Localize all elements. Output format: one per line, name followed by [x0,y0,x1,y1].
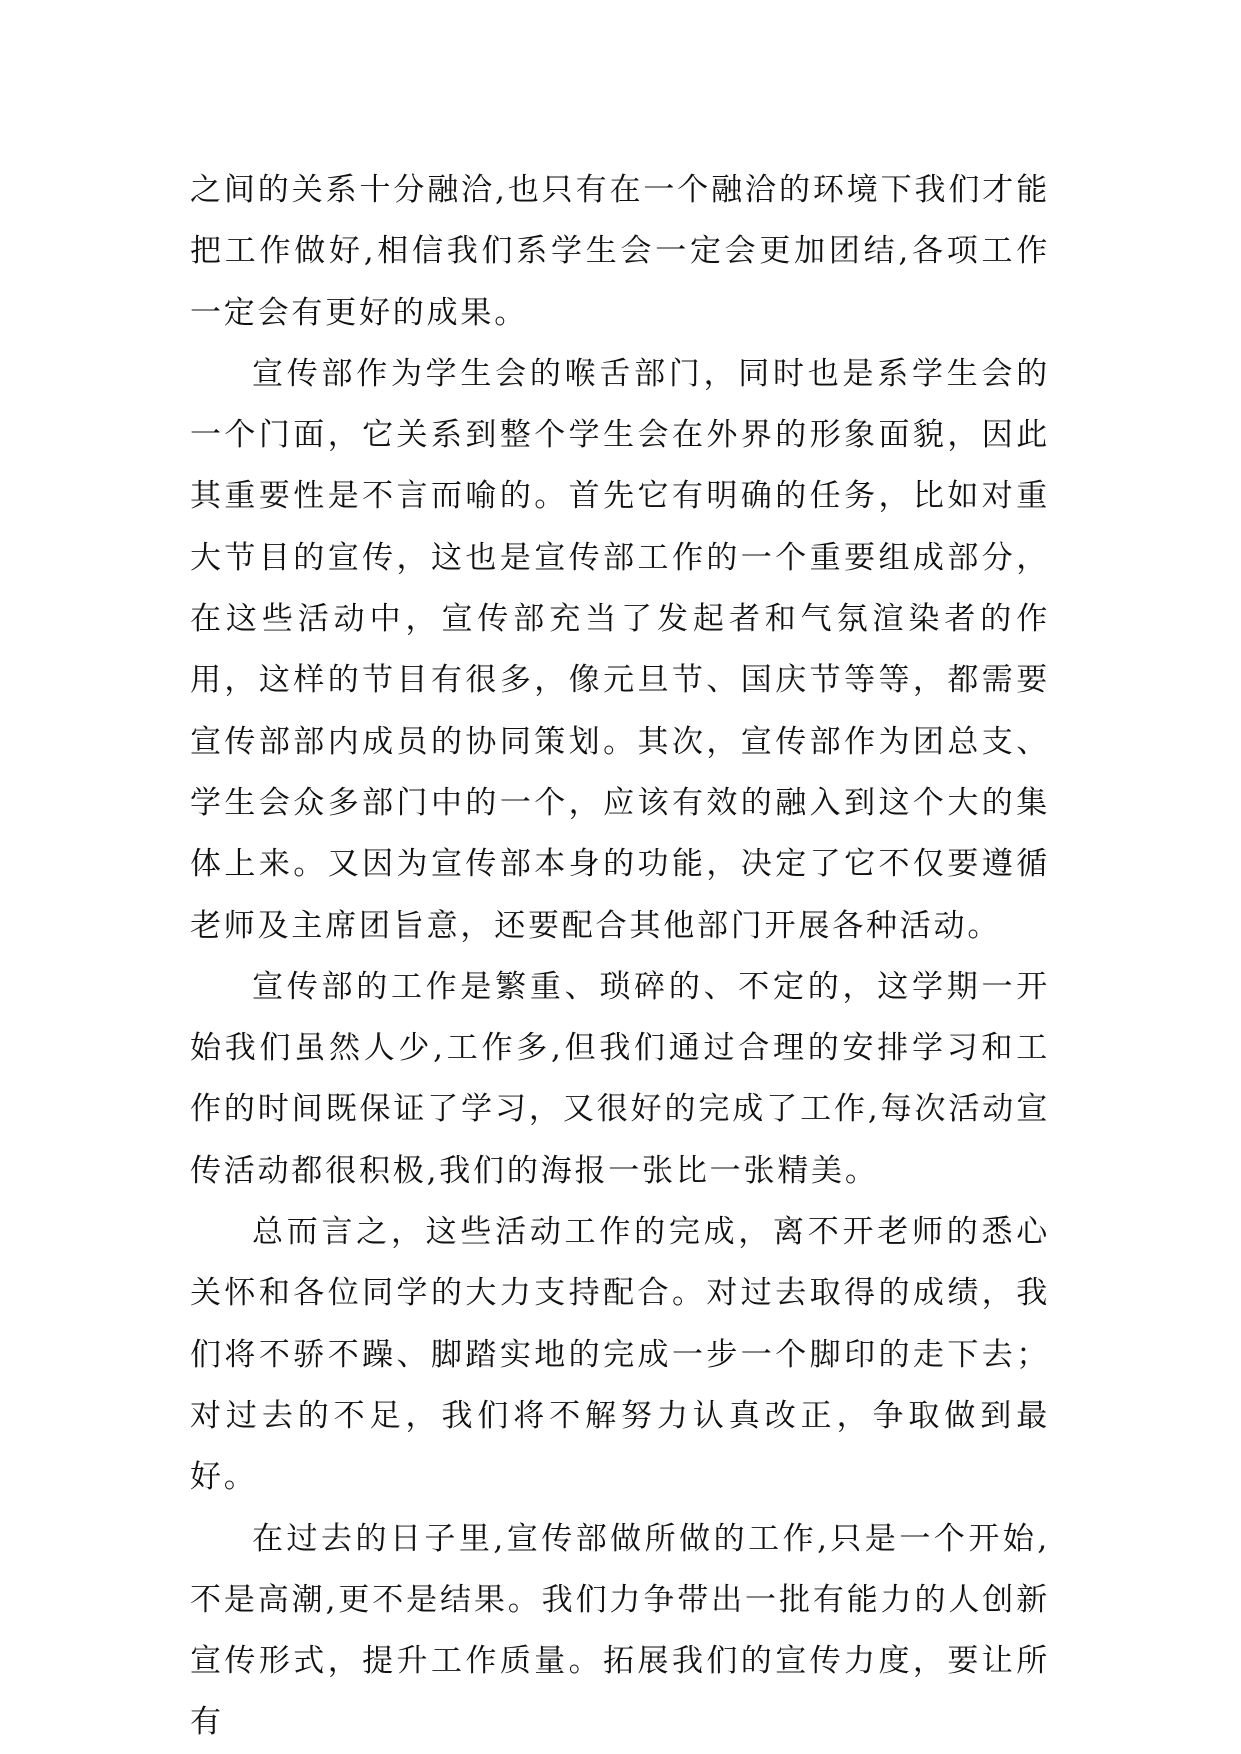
paragraph-3: 宣传部的工作是繁重、琐碎的、不定的，这学期一开始我们虽然人少,工作多,但我们通过合理的安排学习和工作的时间既保证了学习，又很好的完成了工作,每次活动宣传活动都很积极,我们的海报一张比一张精美。 [190,968,1050,1189]
paragraph-2: 宣传部作为学生会的喉舌部门，同时也是系学生会的一个门面，它关系到整个学生会在外界的形象面貌，因此其重要性是不言而喻的。首先它有明确的任务，比如对重大节目的宣传，这也是宣传部工作的一个重要组成部分，在这些活动中，宣传部充当了发起者和气氛渲染者的作用，这样的节目有很多，像元旦节、国庆节等等，都需要宣传部部内成员的协同策划。其次，宣传部作为团总支、学生会众多部门中的一个，应该有效的融入到这个大的集体上来。又因为宣传部本身的功能，决定了它不仅要遵循老师及主席团旨意，还要配合其他部门开展各种活动。 [190,355,1050,944]
paragraph-4: 总而言之，这些活动工作的完成，离不开老师的悉心关怀和各位同学的大力支持配合。对过去取得的成绩，我们将不骄不躁、脚踏实地的完成一步一个脚印的走下去；对过去的不足，我们将不解努力认真改正，争取做到最好。 [190,1214,1050,1496]
paragraph-5: 在过去的日子里,宣传部做所做的工作,只是一个开始,不是高潮,更不是结果。我们力争带出一批有能力的人创新宣传形式，提升工作质量。拓展我们的宣传力度，要让所有 [190,1520,1050,1741]
document-body [190,160,1050,1754]
paragraph-1: 之间的关系十分融洽,也只有在一个融洽的环境下我们才能把工作做好,相信我们系学生会一定会更加团结,各项工作一定会有更好的成果。 [190,172,1050,331]
